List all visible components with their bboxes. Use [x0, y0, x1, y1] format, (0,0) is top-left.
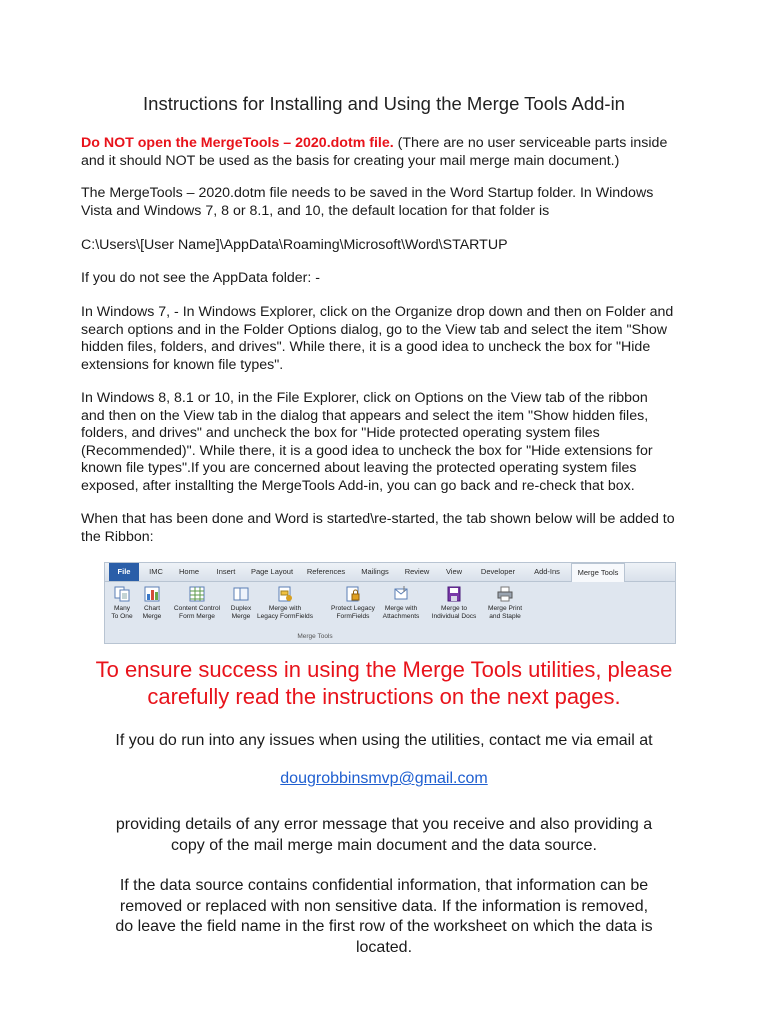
win8-line-6: exposed, after installting the MergeTools Add-in, you can go back and re-check that box. — [81, 477, 635, 494]
tab-imc[interactable]: IMC — [149, 567, 163, 576]
tab-insert[interactable]: Insert — [216, 567, 236, 576]
email-link-row — [0, 769, 768, 790]
save-docs-icon — [445, 585, 463, 603]
attachment-icon — [392, 585, 410, 603]
success-notice — [0, 656, 768, 710]
tab-home[interactable]: Home — [178, 567, 199, 576]
button-label-line2: Merge — [142, 612, 162, 620]
many-to-one-button[interactable] — [107, 585, 137, 620]
printer-icon — [496, 585, 514, 603]
success-line-2: carefully read the instructions on the next pages. — [147, 684, 621, 709]
ribbon-group-label: Merge Tools — [297, 633, 333, 640]
merge-to-individual-docs-button[interactable] — [425, 585, 483, 620]
error-details-line-1: providing details of any error message that you receive and also providing a — [115, 816, 653, 833]
tab-developer[interactable]: Developer — [480, 567, 516, 576]
error-details-paragraph — [0, 815, 768, 856]
merge-with-attachments-button[interactable] — [377, 585, 425, 620]
warning-rest: (There are no user serviceable parts inside — [393, 135, 668, 151]
win8-line-4: (Recommended)". While there, it is a good idea to uncheck the box for "Hide extensions for — [81, 442, 653, 459]
contact-text: If you do run into any issues when using the utilities, contact me via email at — [115, 732, 653, 749]
tab-references[interactable]: References — [306, 567, 346, 576]
legacy-formfield-icon — [276, 585, 294, 603]
button-label-line1: Merge Print — [487, 605, 523, 612]
tab-view[interactable]: View — [445, 567, 463, 576]
button-label-line1: Duplex — [230, 605, 252, 612]
win8-line-3: folders, and drives" and uncheck the box for "Hide protected operating system files — [81, 425, 600, 441]
button-label-line1: Merge with — [268, 605, 302, 612]
warning-bold: Do NOT open the MergeTools – 2020.dotm file. — [81, 135, 394, 151]
button-label-line2: Attachments — [382, 612, 420, 620]
confidential-line-1: If the data source contains confidential information, that information can be — [119, 877, 649, 894]
duplex-merge-button[interactable] — [227, 585, 255, 620]
confidential-paragraph — [0, 876, 768, 958]
chart-icon — [143, 585, 161, 603]
tab-add-ins[interactable]: Add-Ins — [534, 567, 560, 576]
win7-line-4: extensions for known file types". — [81, 356, 284, 373]
ribbon-tab-bar — [105, 563, 675, 582]
confidential-line-2: removed or replaced with non sensitive data. If the information is removed, — [119, 897, 649, 915]
button-label-line1: Chart — [143, 605, 161, 612]
startup-paragraph — [81, 185, 701, 220]
startup-line-1: The MergeTools – 2020.dotm file needs to be saved in the Word Startup folder. In Windows — [81, 185, 654, 201]
tab-merge-tools[interactable]: Merge Tools — [571, 563, 625, 582]
tab-file[interactable]: File — [109, 563, 139, 581]
button-label-line2: Form Merge — [179, 612, 215, 620]
win8-line-1: In Windows 8, 8.1 or 10, in the File Explorer, click on Options on the View tab of the ribbon — [81, 390, 648, 406]
button-label-line1: Many — [113, 605, 131, 612]
button-label-line2: FormFields — [336, 612, 370, 620]
button-label-line2: Legacy FormFields — [256, 612, 314, 620]
many-to-one-icon — [113, 585, 131, 603]
table-form-icon — [188, 585, 206, 603]
merge-with-legacy-formfields-button[interactable] — [255, 585, 315, 620]
ribbon-intro-paragraph — [81, 511, 701, 546]
tab-review[interactable]: Review — [404, 567, 430, 576]
content-control-form-merge-button[interactable] — [167, 585, 227, 620]
windows7-paragraph — [81, 304, 701, 374]
button-label-line1: Protect Legacy — [331, 605, 375, 612]
ribbon-screenshot — [104, 562, 676, 644]
page-title: Instructions for Installing and Using the Merge Tools Add-in — [143, 93, 625, 114]
button-label-line1: Content Control — [173, 605, 221, 612]
tab-mailings[interactable]: Mailings — [361, 567, 389, 576]
success-line-1: To ensure success in using the Merge Tools utilities, please — [95, 657, 673, 682]
lock-icon — [344, 585, 362, 603]
confidential-line-4: located. — [355, 938, 413, 956]
win8-line-5: known file types".If you are concerned about leaving the protected operating system files — [81, 460, 637, 476]
warning-line-2: and it should NOT be used as the basis for creating your mail merge main document.) — [81, 152, 620, 169]
chart-merge-button[interactable] — [138, 585, 166, 620]
button-label-line2: and Staple — [489, 612, 521, 620]
appdata-paragraph: If you do not see the AppData folder: - — [81, 270, 320, 286]
merge-print-and-staple-button[interactable] — [483, 585, 527, 620]
win7-line-2: search options and in the Folder Options dialog, go to the View tab and select the item "Show — [81, 321, 668, 338]
win7-line-3: hidden files, folders, and drives". While there, it is a good idea to uncheck the box for "Hide — [81, 339, 651, 355]
ribbon-intro-line-2: the Ribbon: — [81, 528, 154, 545]
protect-legacy-formfields-button[interactable] — [323, 585, 383, 620]
startup-path: C:\Users\[User Name]\AppData\Roaming\Microsoft\Word\STARTUP — [81, 237, 508, 253]
button-label-line1: Merge to — [440, 605, 468, 612]
startup-line-2: Vista and Windows 7, 8 or 8.1, and 10, the default location for that folder is — [81, 202, 550, 219]
error-details-line-2: copy of the mail merge main document and the data source. — [170, 836, 597, 854]
windows8-paragraph — [81, 390, 701, 495]
duplex-icon — [232, 585, 250, 603]
warning-paragraph — [81, 135, 701, 170]
confidential-line-3: do leave the field name in the first row of the worksheet on which the data is — [115, 918, 653, 935]
email-link[interactable]: dougrobbinsmvp@gmail.com — [280, 770, 488, 787]
button-label-line2: To One — [111, 612, 133, 620]
tab-page-layout[interactable]: Page Layout — [250, 567, 294, 576]
button-label-line2: Individual Docs — [431, 612, 477, 620]
button-label-line2: Merge — [231, 612, 251, 620]
win8-line-2: and then on the View tab in the dialog that appears and select the item "Show hidden files, — [81, 407, 649, 424]
win7-line-1: In Windows 7, - In Windows Explorer, click on the Organize drop down and then on Folder and — [81, 304, 674, 320]
button-label-line1: Merge with — [384, 605, 418, 612]
ribbon-intro-line-1: When that has been done and Word is started\re-started, the tab shown below will be added to — [81, 511, 675, 527]
